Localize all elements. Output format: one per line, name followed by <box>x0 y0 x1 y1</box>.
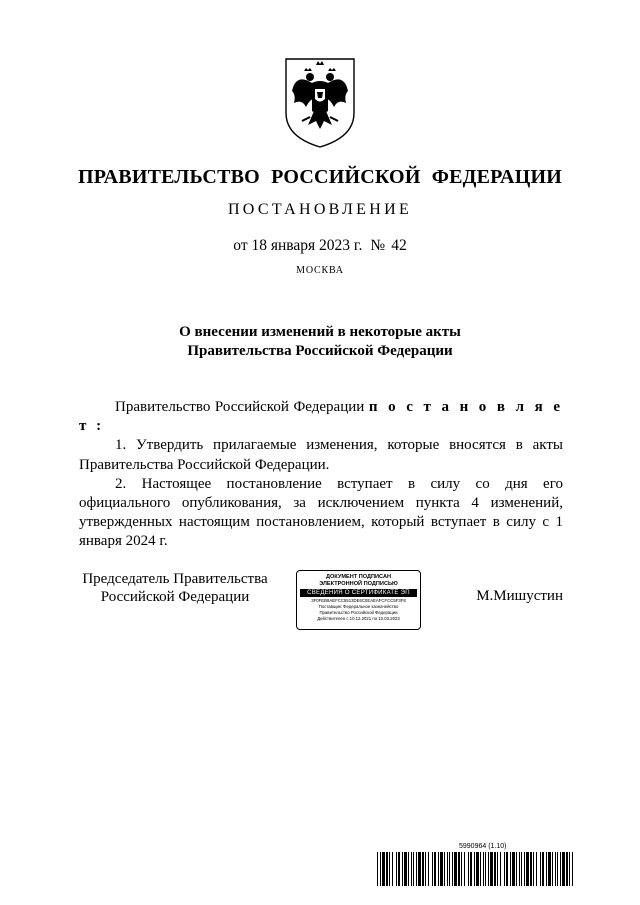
barcode-bar <box>557 852 558 886</box>
barcode-bar <box>562 852 565 886</box>
decrees-word: п о с т а н о в л я е т : <box>79 399 563 435</box>
barcode-bar <box>533 852 534 886</box>
barcode-bar <box>504 852 505 886</box>
stamp-owner: Правительство Российской Федерации <box>319 610 398 615</box>
document-type: ПОСТАНОВЛЕНИЕ <box>227 201 413 218</box>
barcode-bar <box>500 852 501 886</box>
stamp-validity: Действителен с 10.12.2021 по 10.03.2023 <box>317 616 400 621</box>
barcode-bar <box>524 852 525 886</box>
stamp-line-1: ДОКУМЕНТ ПОДПИСАН <box>325 574 392 580</box>
barcode-bar <box>510 852 511 886</box>
barcode-bar <box>490 852 493 886</box>
stamp-certificate-id: 3F0FEB8AEFCC5513DE6C0EAEAFCFCC5F3F8 <box>311 598 406 603</box>
stamp-issuer: Поставщик: Федеральное казначейство <box>318 604 399 609</box>
barcode-bar <box>438 852 439 886</box>
signer-position-line-1: Председатель Правительства <box>82 571 268 587</box>
barcode-bar <box>396 852 397 886</box>
barcode-bar <box>461 852 462 886</box>
barcode-bar <box>497 852 498 886</box>
barcode-bar <box>468 852 469 886</box>
document-number: 42 <box>391 237 407 254</box>
document-date-number <box>0 237 640 255</box>
barcode-bar <box>485 852 486 886</box>
intro-text: Правительство Российской Федерации <box>115 399 365 415</box>
document-subject <box>0 323 640 361</box>
intro-paragraph <box>79 398 563 436</box>
barcode-bar <box>526 852 529 886</box>
barcode-bar <box>516 852 517 886</box>
barcode-bar <box>521 852 522 886</box>
barcode-bar <box>530 852 532 886</box>
barcode-bar <box>572 852 573 886</box>
barcode-bar <box>411 852 412 886</box>
barcode-bar <box>488 852 489 886</box>
barcode-bar <box>386 852 388 886</box>
barcode-bar <box>566 852 568 886</box>
stamp-certificate-band: СВЕДЕНИЯ О СЕРТИФИКАТЕ ЭП <box>300 589 417 597</box>
barcode-bar <box>474 852 475 886</box>
barcode-bar <box>555 852 556 886</box>
barcode-bar <box>476 852 479 886</box>
barcode-bar <box>470 852 472 886</box>
document-body <box>79 398 563 552</box>
document-date: от 18 января 2023 г. <box>233 237 363 254</box>
barcode-bar <box>425 852 426 886</box>
document-serial: 5990964 (1.10) <box>459 843 507 850</box>
barcode-bar <box>560 852 561 886</box>
barcode-bar <box>546 852 547 886</box>
barcode-bar <box>416 852 417 886</box>
barcode-bar <box>404 852 407 886</box>
city: МОСКВА <box>296 265 344 276</box>
government-title: ПРАВИТЕЛЬСТВО РОССИЙСКОЙ ФЕДЕРАЦИИ <box>78 166 562 188</box>
subject-line-2: Правительства Российской Федерации <box>187 343 453 359</box>
stamp-line-2: ЭЛЕКТРОННОЙ ПОДПИСЬЮ <box>319 581 398 587</box>
barcode-bar <box>540 852 541 886</box>
barcode-bar <box>428 852 429 886</box>
barcode-bar <box>569 852 570 886</box>
barcode-bar <box>422 852 424 886</box>
barcode-bar <box>512 852 515 886</box>
barcode-bar <box>440 852 443 886</box>
barcode-bar <box>480 852 481 886</box>
barcode-bar <box>389 852 390 886</box>
barcode-bar <box>494 852 496 886</box>
barcode-bar <box>548 852 551 886</box>
barcode-bar <box>506 852 508 886</box>
barcode-bar <box>452 852 453 886</box>
signer-name: М.Мишустин <box>476 588 563 604</box>
number-sign: № <box>370 237 386 254</box>
barcode <box>377 852 573 886</box>
barcode-bar <box>454 852 457 886</box>
barcode-bar <box>418 852 421 886</box>
subject-line-1: О внесении изменений в некоторые акты <box>179 324 461 340</box>
barcode-bar <box>413 852 414 886</box>
barcode-bar <box>519 852 520 886</box>
barcode-bar <box>483 852 484 886</box>
item-2-paragraph: 2. Настоящее постановление вступает в силу со дня его официального опубликования, за исключением пункта 4 изменений, утвержденных настоящим постановлением, который вступает в силу с 1 января 2024 г. <box>79 475 563 550</box>
barcode-bar <box>552 852 553 886</box>
coat-of-arms-emblem <box>282 55 358 149</box>
barcode-bar <box>377 852 378 886</box>
barcode-bar <box>447 852 448 886</box>
barcode-bar <box>382 852 385 886</box>
barcode-bar <box>402 852 403 886</box>
barcode-bar <box>458 852 460 886</box>
signer-position-line-2: Российской Федерации <box>100 589 250 605</box>
barcode-bar <box>464 852 465 886</box>
barcode-bar <box>380 852 381 886</box>
barcode-bar <box>408 852 409 886</box>
barcode-bar <box>392 852 393 886</box>
barcode-bar <box>444 852 445 886</box>
barcode-bar <box>434 852 436 886</box>
barcode-bar <box>449 852 450 886</box>
signer-position <box>70 570 280 606</box>
barcode-bar <box>536 852 537 886</box>
item-1-paragraph: 1. Утвердить прилагаемые изменения, которые вносятся в акты Правительства Российской Федерации. <box>79 437 563 473</box>
barcode-bar <box>542 852 544 886</box>
barcode-bar <box>398 852 400 886</box>
electronic-signature-stamp <box>296 570 421 630</box>
barcode-bar <box>432 852 433 886</box>
